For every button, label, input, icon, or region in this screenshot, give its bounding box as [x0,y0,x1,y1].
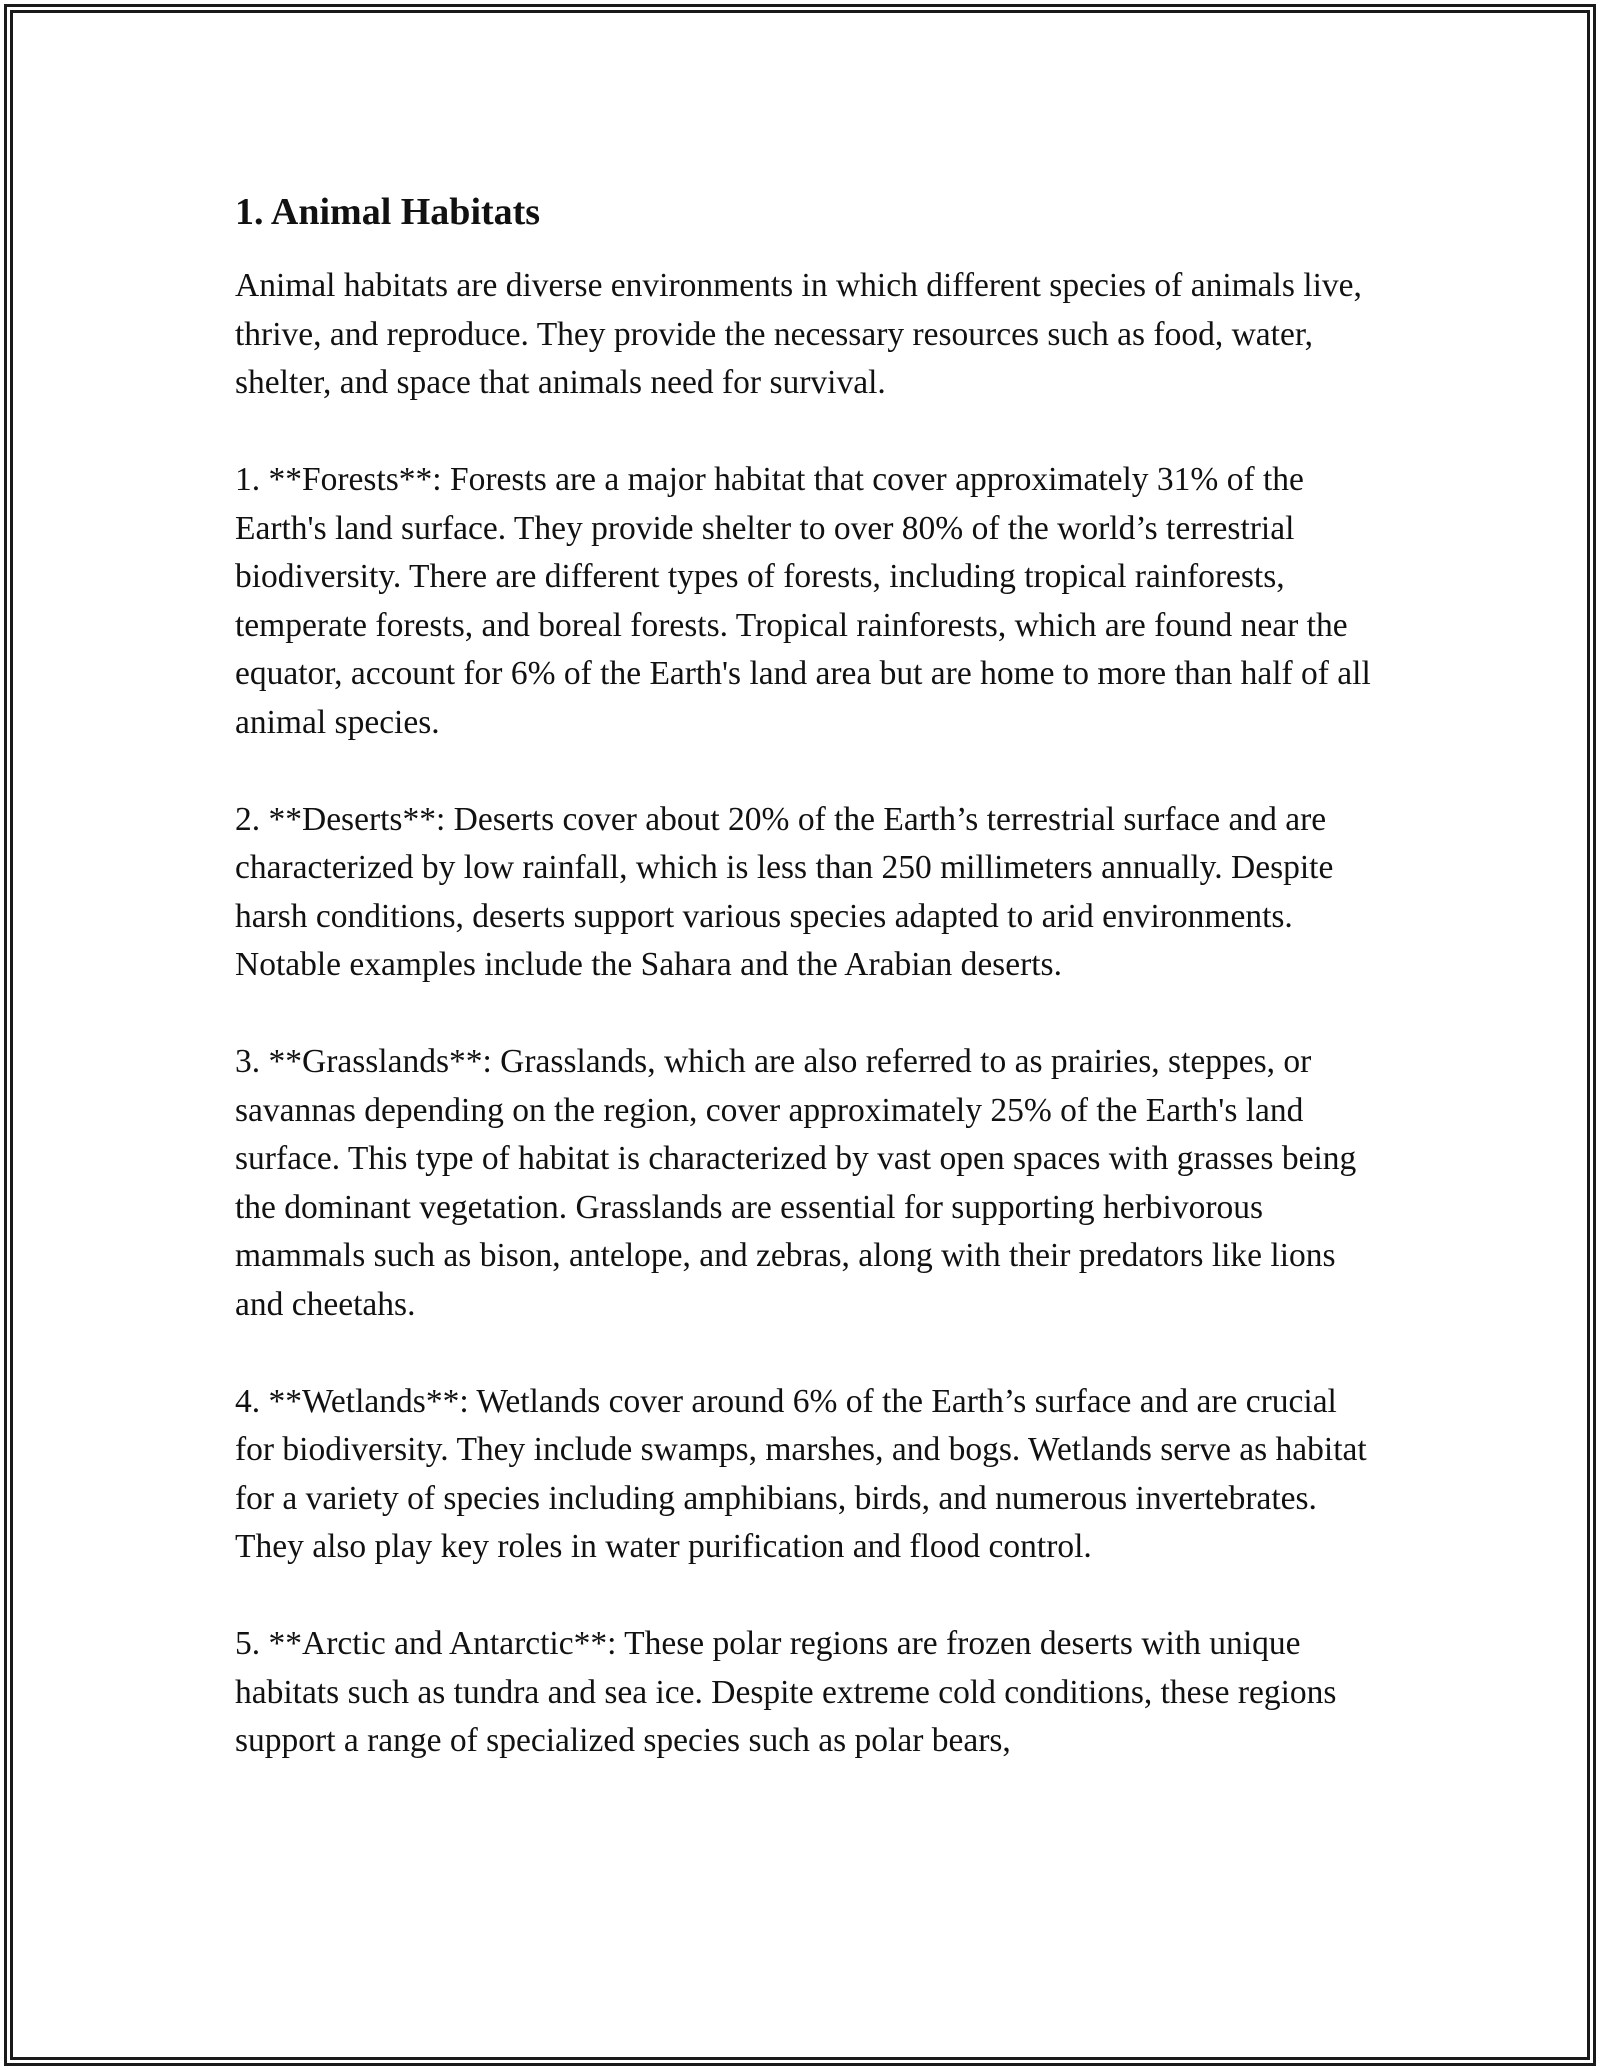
polar-paragraph: 5. **Arctic and Antarctic**: These polar regions are frozen deserts with unique habitats such as tundra and sea ice. Despite extreme cold conditions, these regions support a range of specialized species such as polar bears, [235,1625,1337,1759]
section-title: 1. Animal Habitats [235,191,541,233]
wetlands-paragraph: 4. **Wetlands**: Wetlands cover around 6% of the Earth’s surface and are crucial for biodiversity. They include swamps, marshes, and bogs. Wetlands serve as habitat for a variety of species including amphibians, birds, and numerous invertebrates. They also play key roles in water purification and flood control. [235,1382,1367,1565]
forests-paragraph: 1. **Forests**: Forests are a major habitat that cover approximately 31% of the Earth's land surface. They provide shelter to over 80% of the world’s terrestrial biodiversity. There are different types of forests, including tropical rainforests, temperate forests, and boreal forests. Tropical rainforests, which are found near the equator, account for 6% of the Earth's land area but are home to more than half of all animal species. [235,461,1371,741]
deserts-paragraph: 2. **Deserts**: Deserts cover about 20% of the Earth’s terrestrial surface and are characterized by low rainfall, which is less than 250 millimeters annually. Despite harsh conditions, deserts support various species adapted to arid environments. Notable examples include the Sahara and the Arabian deserts. [235,800,1334,983]
grasslands-paragraph: 3. **Grasslands**: Grasslands, which are also referred to as prairies, steppes, or savannas depending on the region, cover approximately 25% of the Earth's land surface. This type of habitat is characterized by vast open spaces with grasses being the dominant vegetation. Grasslands are essential for supporting herbivorous mammals such as bison, antelope, and zebras, along with their predators like lions and cheetahs. [235,1043,1357,1323]
intro-paragraph: Animal habitats are diverse environments in which different species of animals live, thrive, and reproduce. They provide the necessary resources such as food, water, shelter, and space that animals need for survival. [235,267,1362,401]
document-body [235,188,1375,1814]
